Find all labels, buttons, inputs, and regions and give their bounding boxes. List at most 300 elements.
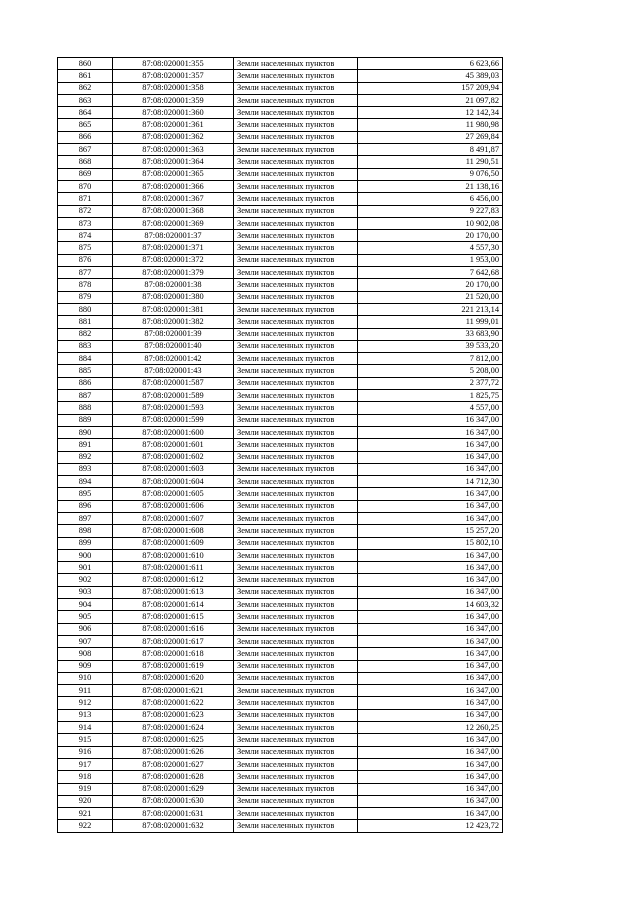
land-category-cell: Земли населенных пунктов bbox=[234, 795, 358, 807]
row-number-cell: 899 bbox=[58, 537, 113, 549]
table-row bbox=[58, 365, 503, 377]
land-category-cell: Земли населенных пунктов bbox=[234, 574, 358, 586]
land-category-cell: Земли населенных пунктов bbox=[234, 623, 358, 635]
value-cell: 16 347,00 bbox=[358, 635, 503, 647]
land-plots-table-body bbox=[58, 58, 503, 833]
table-row bbox=[58, 672, 503, 684]
value-cell: 16 347,00 bbox=[358, 648, 503, 660]
table-row bbox=[58, 230, 503, 242]
table-row bbox=[58, 291, 503, 303]
land-category-cell: Земли населенных пунктов bbox=[234, 377, 358, 389]
cadastral-number-cell: 87:08:020001:381 bbox=[113, 303, 234, 315]
value-cell: 20 170,00 bbox=[358, 279, 503, 291]
row-number-cell: 901 bbox=[58, 562, 113, 574]
cadastral-number-cell: 87:08:020001:379 bbox=[113, 267, 234, 279]
land-category-cell: Земли населенных пунктов bbox=[234, 230, 358, 242]
value-cell: 11 290,51 bbox=[358, 156, 503, 168]
land-category-cell: Земли населенных пунктов bbox=[234, 107, 358, 119]
row-number-cell: 862 bbox=[58, 82, 113, 94]
row-number-cell: 892 bbox=[58, 451, 113, 463]
value-cell: 2 377,72 bbox=[358, 377, 503, 389]
table-row bbox=[58, 500, 503, 512]
table-row bbox=[58, 94, 503, 106]
land-category-cell: Земли населенных пунктов bbox=[234, 144, 358, 156]
table-row bbox=[58, 697, 503, 709]
row-number-cell: 898 bbox=[58, 525, 113, 537]
value-cell: 33 683,90 bbox=[358, 328, 503, 340]
value-cell: 9 076,50 bbox=[358, 168, 503, 180]
table-row bbox=[58, 795, 503, 807]
cadastral-number-cell: 87:08:020001:630 bbox=[113, 795, 234, 807]
row-number-cell: 881 bbox=[58, 316, 113, 328]
land-category-cell: Земли населенных пунктов bbox=[234, 303, 358, 315]
value-cell: 16 347,00 bbox=[358, 562, 503, 574]
row-number-cell: 891 bbox=[58, 439, 113, 451]
cadastral-number-cell: 87:08:020001:605 bbox=[113, 488, 234, 500]
value-cell: 16 347,00 bbox=[358, 771, 503, 783]
land-category-cell: Земли населенных пунктов bbox=[234, 316, 358, 328]
table-row bbox=[58, 439, 503, 451]
cadastral-number-cell: 87:08:020001:371 bbox=[113, 242, 234, 254]
value-cell: 11 980,98 bbox=[358, 119, 503, 131]
table-row bbox=[58, 316, 503, 328]
land-category-cell: Земли населенных пунктов bbox=[234, 340, 358, 352]
row-number-cell: 900 bbox=[58, 549, 113, 561]
land-category-cell: Земли населенных пунктов bbox=[234, 193, 358, 205]
value-cell: 7 642,68 bbox=[358, 267, 503, 279]
land-category-cell: Земли населенных пунктов bbox=[234, 439, 358, 451]
cadastral-number-cell: 87:08:020001:367 bbox=[113, 193, 234, 205]
row-number-cell: 902 bbox=[58, 574, 113, 586]
row-number-cell: 873 bbox=[58, 217, 113, 229]
row-number-cell: 860 bbox=[58, 58, 113, 70]
cadastral-number-cell: 87:08:020001:601 bbox=[113, 439, 234, 451]
land-category-cell: Земли населенных пунктов bbox=[234, 70, 358, 82]
table-row bbox=[58, 340, 503, 352]
value-cell: 1 825,75 bbox=[358, 390, 503, 402]
value-cell: 16 347,00 bbox=[358, 549, 503, 561]
cadastral-number-cell: 87:08:020001:625 bbox=[113, 734, 234, 746]
cadastral-number-cell: 87:08:020001:361 bbox=[113, 119, 234, 131]
value-cell: 16 347,00 bbox=[358, 795, 503, 807]
value-cell: 4 557,30 bbox=[358, 242, 503, 254]
value-cell: 15 257,20 bbox=[358, 525, 503, 537]
row-number-cell: 871 bbox=[58, 193, 113, 205]
table-row bbox=[58, 451, 503, 463]
cadastral-number-cell: 87:08:020001:622 bbox=[113, 697, 234, 709]
table-row bbox=[58, 599, 503, 611]
table-row bbox=[58, 635, 503, 647]
cadastral-number-cell: 87:08:020001:613 bbox=[113, 586, 234, 598]
cadastral-number-cell: 87:08:020001:363 bbox=[113, 144, 234, 156]
row-number-cell: 885 bbox=[58, 365, 113, 377]
cadastral-number-cell: 87:08:020001:612 bbox=[113, 574, 234, 586]
cadastral-number-cell: 87:08:020001:38 bbox=[113, 279, 234, 291]
row-number-cell: 919 bbox=[58, 783, 113, 795]
cadastral-number-cell: 87:08:020001:359 bbox=[113, 94, 234, 106]
cadastral-number-cell: 87:08:020001:358 bbox=[113, 82, 234, 94]
value-cell: 16 347,00 bbox=[358, 439, 503, 451]
land-category-cell: Земли населенных пунктов bbox=[234, 353, 358, 365]
row-number-cell: 884 bbox=[58, 353, 113, 365]
cadastral-number-cell: 87:08:020001:589 bbox=[113, 390, 234, 402]
land-category-cell: Земли населенных пунктов bbox=[234, 746, 358, 758]
table-row bbox=[58, 476, 503, 488]
land-category-cell: Земли населенных пунктов bbox=[234, 549, 358, 561]
land-category-cell: Земли населенных пунктов bbox=[234, 808, 358, 820]
table-row bbox=[58, 205, 503, 217]
cadastral-number-cell: 87:08:020001:611 bbox=[113, 562, 234, 574]
row-number-cell: 914 bbox=[58, 722, 113, 734]
value-cell: 39 533,20 bbox=[358, 340, 503, 352]
cadastral-number-cell: 87:08:020001:593 bbox=[113, 402, 234, 414]
cadastral-number-cell: 87:08:020001:621 bbox=[113, 685, 234, 697]
table-row bbox=[58, 131, 503, 143]
land-category-cell: Земли населенных пунктов bbox=[234, 488, 358, 500]
value-cell: 16 347,00 bbox=[358, 500, 503, 512]
land-category-cell: Земли населенных пунктов bbox=[234, 783, 358, 795]
row-number-cell: 869 bbox=[58, 168, 113, 180]
row-number-cell: 895 bbox=[58, 488, 113, 500]
cadastral-number-cell: 87:08:020001:369 bbox=[113, 217, 234, 229]
row-number-cell: 866 bbox=[58, 131, 113, 143]
row-number-cell: 889 bbox=[58, 414, 113, 426]
table-row bbox=[58, 808, 503, 820]
table-row bbox=[58, 574, 503, 586]
cadastral-number-cell: 87:08:020001:610 bbox=[113, 549, 234, 561]
table-row bbox=[58, 463, 503, 475]
table-row bbox=[58, 303, 503, 315]
land-category-cell: Земли населенных пунктов bbox=[234, 58, 358, 70]
row-number-cell: 880 bbox=[58, 303, 113, 315]
land-category-cell: Земли населенных пунктов bbox=[234, 476, 358, 488]
cadastral-number-cell: 87:08:020001:42 bbox=[113, 353, 234, 365]
table-row bbox=[58, 525, 503, 537]
value-cell: 45 389,03 bbox=[358, 70, 503, 82]
table-row bbox=[58, 267, 503, 279]
value-cell: 16 347,00 bbox=[358, 623, 503, 635]
value-cell: 6 456,00 bbox=[358, 193, 503, 205]
row-number-cell: 877 bbox=[58, 267, 113, 279]
table-row bbox=[58, 611, 503, 623]
land-category-cell: Земли населенных пунктов bbox=[234, 771, 358, 783]
row-number-cell: 887 bbox=[58, 390, 113, 402]
land-category-cell: Земли населенных пунктов bbox=[234, 291, 358, 303]
cadastral-number-cell: 87:08:020001:602 bbox=[113, 451, 234, 463]
table-row bbox=[58, 549, 503, 561]
value-cell: 16 347,00 bbox=[358, 463, 503, 475]
value-cell: 12 260,25 bbox=[358, 722, 503, 734]
table-row bbox=[58, 193, 503, 205]
land-category-cell: Земли населенных пунктов bbox=[234, 635, 358, 647]
land-category-cell: Земли населенных пунктов bbox=[234, 426, 358, 438]
value-cell: 1 953,00 bbox=[358, 254, 503, 266]
land-category-cell: Земли населенных пунктов bbox=[234, 734, 358, 746]
table-row bbox=[58, 328, 503, 340]
value-cell: 20 170,00 bbox=[358, 230, 503, 242]
table-row bbox=[58, 279, 503, 291]
value-cell: 9 227,83 bbox=[358, 205, 503, 217]
land-category-cell: Земли населенных пунктов bbox=[234, 242, 358, 254]
table-row bbox=[58, 402, 503, 414]
land-category-cell: Земли населенных пунктов bbox=[234, 685, 358, 697]
land-category-cell: Земли населенных пунктов bbox=[234, 672, 358, 684]
row-number-cell: 907 bbox=[58, 635, 113, 647]
row-number-cell: 922 bbox=[58, 820, 113, 832]
value-cell: 8 491,87 bbox=[358, 144, 503, 156]
value-cell: 16 347,00 bbox=[358, 672, 503, 684]
table-row bbox=[58, 82, 503, 94]
land-category-cell: Земли населенных пунктов bbox=[234, 611, 358, 623]
land-category-cell: Земли населенных пунктов bbox=[234, 365, 358, 377]
row-number-cell: 876 bbox=[58, 254, 113, 266]
cadastral-number-cell: 87:08:020001:37 bbox=[113, 230, 234, 242]
table-row bbox=[58, 623, 503, 635]
land-category-cell: Земли населенных пунктов bbox=[234, 414, 358, 426]
land-category-cell: Земли населенных пунктов bbox=[234, 525, 358, 537]
value-cell: 157 209,94 bbox=[358, 82, 503, 94]
cadastral-number-cell: 87:08:020001:599 bbox=[113, 414, 234, 426]
cadastral-number-cell: 87:08:020001:632 bbox=[113, 820, 234, 832]
land-category-cell: Земли населенных пунктов bbox=[234, 537, 358, 549]
cadastral-number-cell: 87:08:020001:624 bbox=[113, 722, 234, 734]
land-plots-table bbox=[57, 57, 503, 833]
value-cell: 6 623,66 bbox=[358, 58, 503, 70]
row-number-cell: 875 bbox=[58, 242, 113, 254]
value-cell: 16 347,00 bbox=[358, 414, 503, 426]
cadastral-number-cell: 87:08:020001:620 bbox=[113, 672, 234, 684]
row-number-cell: 890 bbox=[58, 426, 113, 438]
cadastral-number-cell: 87:08:020001:607 bbox=[113, 512, 234, 524]
land-category-cell: Земли населенных пунктов bbox=[234, 697, 358, 709]
table-row bbox=[58, 70, 503, 82]
value-cell: 16 347,00 bbox=[358, 746, 503, 758]
cadastral-number-cell: 87:08:020001:39 bbox=[113, 328, 234, 340]
cadastral-number-cell: 87:08:020001:614 bbox=[113, 599, 234, 611]
cadastral-number-cell: 87:08:020001:631 bbox=[113, 808, 234, 820]
table-row bbox=[58, 353, 503, 365]
value-cell: 16 347,00 bbox=[358, 685, 503, 697]
value-cell: 16 347,00 bbox=[358, 734, 503, 746]
cadastral-number-cell: 87:08:020001:360 bbox=[113, 107, 234, 119]
table-row bbox=[58, 488, 503, 500]
cadastral-number-cell: 87:08:020001:372 bbox=[113, 254, 234, 266]
value-cell: 16 347,00 bbox=[358, 758, 503, 770]
row-number-cell: 918 bbox=[58, 771, 113, 783]
table-row bbox=[58, 58, 503, 70]
cadastral-number-cell: 87:08:020001:380 bbox=[113, 291, 234, 303]
table-row bbox=[58, 168, 503, 180]
row-number-cell: 874 bbox=[58, 230, 113, 242]
row-number-cell: 864 bbox=[58, 107, 113, 119]
land-category-cell: Земли населенных пунктов bbox=[234, 205, 358, 217]
land-category-cell: Земли населенных пунктов bbox=[234, 279, 358, 291]
cadastral-number-cell: 87:08:020001:587 bbox=[113, 377, 234, 389]
row-number-cell: 882 bbox=[58, 328, 113, 340]
row-number-cell: 872 bbox=[58, 205, 113, 217]
value-cell: 16 347,00 bbox=[358, 574, 503, 586]
table-row bbox=[58, 426, 503, 438]
row-number-cell: 905 bbox=[58, 611, 113, 623]
row-number-cell: 863 bbox=[58, 94, 113, 106]
land-category-cell: Земли населенных пунктов bbox=[234, 722, 358, 734]
cadastral-number-cell: 87:08:020001:604 bbox=[113, 476, 234, 488]
table-row bbox=[58, 783, 503, 795]
table-row bbox=[58, 648, 503, 660]
table-row bbox=[58, 734, 503, 746]
cadastral-number-cell: 87:08:020001:608 bbox=[113, 525, 234, 537]
cadastral-number-cell: 87:08:020001:606 bbox=[113, 500, 234, 512]
cadastral-number-cell: 87:08:020001:615 bbox=[113, 611, 234, 623]
cadastral-number-cell: 87:08:020001:382 bbox=[113, 316, 234, 328]
land-category-cell: Земли населенных пунктов bbox=[234, 599, 358, 611]
row-number-cell: 886 bbox=[58, 377, 113, 389]
table-row bbox=[58, 254, 503, 266]
land-category-cell: Земли населенных пунктов bbox=[234, 254, 358, 266]
value-cell: 4 557,00 bbox=[358, 402, 503, 414]
cadastral-number-cell: 87:08:020001:629 bbox=[113, 783, 234, 795]
table-row bbox=[58, 377, 503, 389]
value-cell: 12 142,34 bbox=[358, 107, 503, 119]
cadastral-number-cell: 87:08:020001:357 bbox=[113, 70, 234, 82]
table-row bbox=[58, 685, 503, 697]
table-row bbox=[58, 242, 503, 254]
table-row bbox=[58, 562, 503, 574]
cadastral-number-cell: 87:08:020001:368 bbox=[113, 205, 234, 217]
row-number-cell: 915 bbox=[58, 734, 113, 746]
land-category-cell: Земли населенных пунктов bbox=[234, 660, 358, 672]
land-category-cell: Земли населенных пунктов bbox=[234, 402, 358, 414]
land-category-cell: Земли населенных пунктов bbox=[234, 328, 358, 340]
table-row bbox=[58, 771, 503, 783]
table-row bbox=[58, 537, 503, 549]
row-number-cell: 908 bbox=[58, 648, 113, 660]
row-number-cell: 888 bbox=[58, 402, 113, 414]
table-row bbox=[58, 586, 503, 598]
row-number-cell: 894 bbox=[58, 476, 113, 488]
land-category-cell: Земли населенных пунктов bbox=[234, 390, 358, 402]
land-category-cell: Земли населенных пунктов bbox=[234, 168, 358, 180]
land-category-cell: Земли населенных пунктов bbox=[234, 451, 358, 463]
land-category-cell: Земли населенных пунктов bbox=[234, 562, 358, 574]
row-number-cell: 903 bbox=[58, 586, 113, 598]
cadastral-number-cell: 87:08:020001:364 bbox=[113, 156, 234, 168]
row-number-cell: 861 bbox=[58, 70, 113, 82]
cadastral-number-cell: 87:08:020001:366 bbox=[113, 180, 234, 192]
row-number-cell: 909 bbox=[58, 660, 113, 672]
table-row bbox=[58, 390, 503, 402]
land-category-cell: Земли населенных пунктов bbox=[234, 758, 358, 770]
row-number-cell: 906 bbox=[58, 623, 113, 635]
land-category-cell: Земли населенных пунктов bbox=[234, 267, 358, 279]
cadastral-number-cell: 87:08:020001:627 bbox=[113, 758, 234, 770]
table-row bbox=[58, 144, 503, 156]
table-row bbox=[58, 820, 503, 832]
table-row bbox=[58, 722, 503, 734]
value-cell: 14 603,32 bbox=[358, 599, 503, 611]
table-row bbox=[58, 758, 503, 770]
table-row bbox=[58, 217, 503, 229]
value-cell: 16 347,00 bbox=[358, 512, 503, 524]
row-number-cell: 904 bbox=[58, 599, 113, 611]
land-category-cell: Земли населенных пунктов bbox=[234, 463, 358, 475]
land-category-cell: Земли населенных пунктов bbox=[234, 820, 358, 832]
table-row bbox=[58, 746, 503, 758]
cadastral-number-cell: 87:08:020001:365 bbox=[113, 168, 234, 180]
row-number-cell: 920 bbox=[58, 795, 113, 807]
land-category-cell: Земли населенных пунктов bbox=[234, 586, 358, 598]
row-number-cell: 870 bbox=[58, 180, 113, 192]
land-category-cell: Земли населенных пунктов bbox=[234, 512, 358, 524]
value-cell: 11 999,01 bbox=[358, 316, 503, 328]
table-row bbox=[58, 107, 503, 119]
row-number-cell: 868 bbox=[58, 156, 113, 168]
cadastral-number-cell: 87:08:020001:362 bbox=[113, 131, 234, 143]
land-category-cell: Земли населенных пунктов bbox=[234, 217, 358, 229]
land-category-cell: Земли населенных пунктов bbox=[234, 119, 358, 131]
row-number-cell: 879 bbox=[58, 291, 113, 303]
value-cell: 221 213,14 bbox=[358, 303, 503, 315]
value-cell: 16 347,00 bbox=[358, 709, 503, 721]
value-cell: 16 347,00 bbox=[358, 451, 503, 463]
land-category-cell: Земли населенных пунктов bbox=[234, 500, 358, 512]
land-category-cell: Земли населенных пунктов bbox=[234, 82, 358, 94]
value-cell: 7 812,00 bbox=[358, 353, 503, 365]
row-number-cell: 912 bbox=[58, 697, 113, 709]
cadastral-number-cell: 87:08:020001:628 bbox=[113, 771, 234, 783]
land-category-cell: Земли населенных пунктов bbox=[234, 648, 358, 660]
row-number-cell: 897 bbox=[58, 512, 113, 524]
land-category-cell: Земли населенных пунктов bbox=[234, 156, 358, 168]
cadastral-number-cell: 87:08:020001:609 bbox=[113, 537, 234, 549]
cadastral-number-cell: 87:08:020001:600 bbox=[113, 426, 234, 438]
cadastral-number-cell: 87:08:020001:603 bbox=[113, 463, 234, 475]
land-category-cell: Земли населенных пунктов bbox=[234, 131, 358, 143]
row-number-cell: 910 bbox=[58, 672, 113, 684]
value-cell: 16 347,00 bbox=[358, 808, 503, 820]
value-cell: 12 423,72 bbox=[358, 820, 503, 832]
row-number-cell: 911 bbox=[58, 685, 113, 697]
cadastral-number-cell: 87:08:020001:619 bbox=[113, 660, 234, 672]
value-cell: 21 097,82 bbox=[358, 94, 503, 106]
value-cell: 15 802,10 bbox=[358, 537, 503, 549]
cadastral-number-cell: 87:08:020001:618 bbox=[113, 648, 234, 660]
row-number-cell: 921 bbox=[58, 808, 113, 820]
value-cell: 16 347,00 bbox=[358, 586, 503, 598]
cadastral-number-cell: 87:08:020001:355 bbox=[113, 58, 234, 70]
table-row bbox=[58, 156, 503, 168]
table-row bbox=[58, 660, 503, 672]
row-number-cell: 865 bbox=[58, 119, 113, 131]
value-cell: 16 347,00 bbox=[358, 426, 503, 438]
row-number-cell: 878 bbox=[58, 279, 113, 291]
cadastral-number-cell: 87:08:020001:40 bbox=[113, 340, 234, 352]
value-cell: 21 138,16 bbox=[358, 180, 503, 192]
cadastral-number-cell: 87:08:020001:617 bbox=[113, 635, 234, 647]
value-cell: 16 347,00 bbox=[358, 611, 503, 623]
cadastral-number-cell: 87:08:020001:623 bbox=[113, 709, 234, 721]
row-number-cell: 916 bbox=[58, 746, 113, 758]
value-cell: 14 712,30 bbox=[358, 476, 503, 488]
value-cell: 16 347,00 bbox=[358, 783, 503, 795]
row-number-cell: 893 bbox=[58, 463, 113, 475]
cadastral-number-cell: 87:08:020001:616 bbox=[113, 623, 234, 635]
table-row bbox=[58, 414, 503, 426]
table-row bbox=[58, 709, 503, 721]
value-cell: 21 520,00 bbox=[358, 291, 503, 303]
value-cell: 27 269,84 bbox=[358, 131, 503, 143]
land-category-cell: Земли населенных пунктов bbox=[234, 709, 358, 721]
